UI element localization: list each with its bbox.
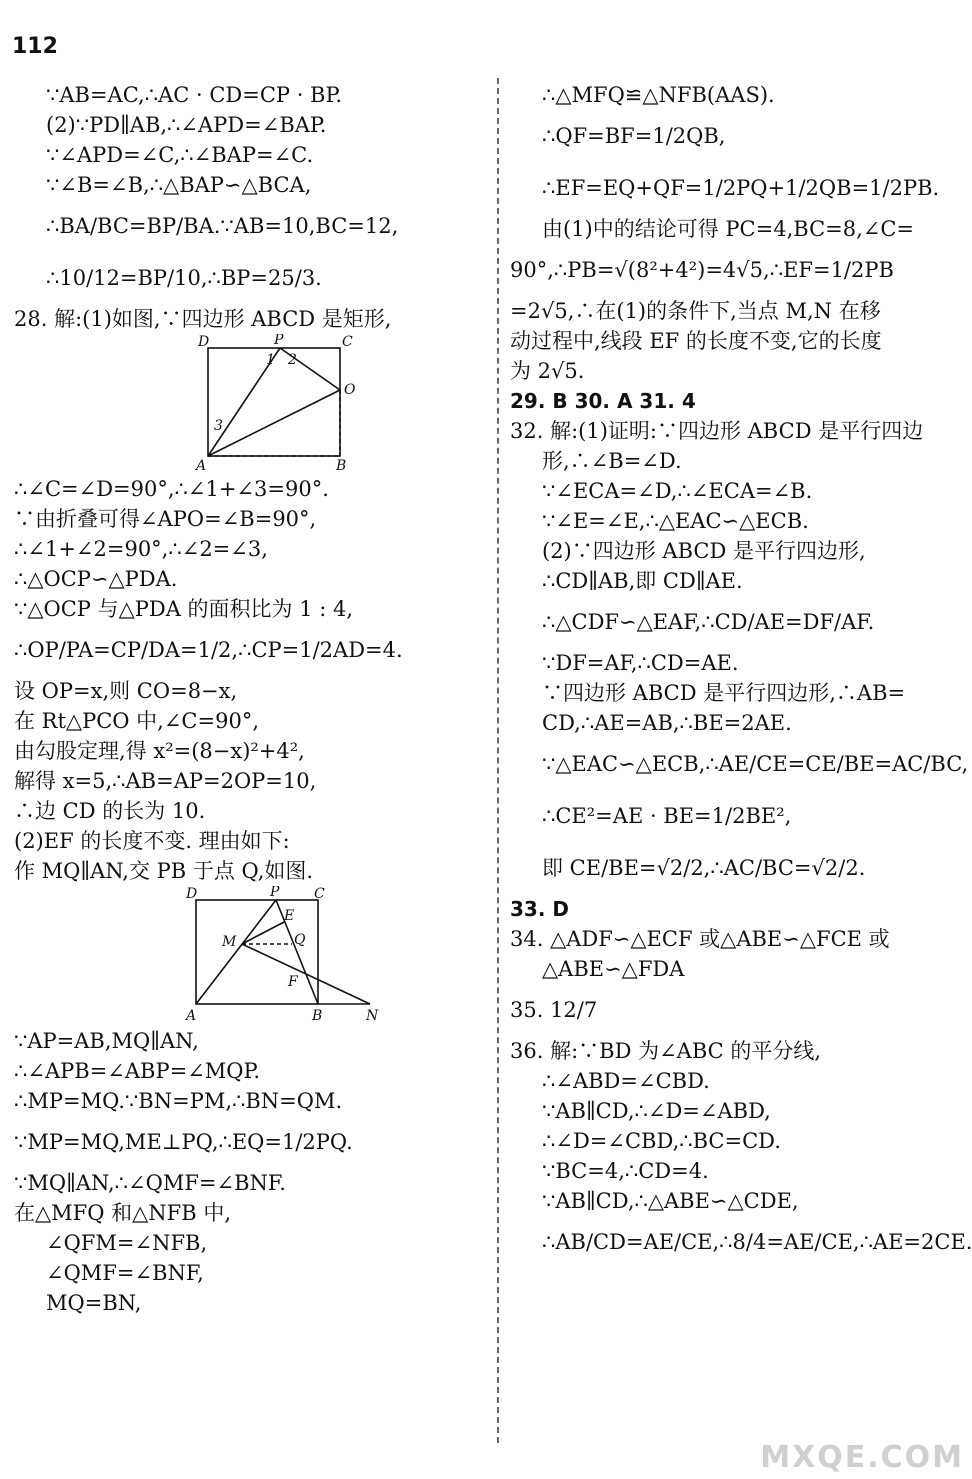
text-line: ∵AB∥CD,∴△ABE∽△CDE, xyxy=(542,1189,799,1213)
answer-35: 35. 12/7 xyxy=(510,998,598,1022)
text-line: ∵由折叠可得∠APO=∠B=90°, xyxy=(14,507,317,531)
text-line: ∵四边形 ABCD 是平行四边形,∴AB= xyxy=(542,681,906,705)
text-line: 解得 x=5,∴AB=AP=2OP=10, xyxy=(14,769,317,793)
text-line: ∴∠APB=∠ABP=∠MQP. xyxy=(14,1059,261,1083)
rectangle-moving-points-diagram xyxy=(184,886,384,1026)
text-line: ∵∠ECA=∠D,∴∠ECA=∠B. xyxy=(542,479,813,503)
text-line: ∴AB/CD=AE/CE,∴8/4=AE/CE,∴AE=2CE. xyxy=(542,1230,972,1254)
text-line: ∵MP=MQ,ME⊥PQ,∴EQ=1/2PQ. xyxy=(14,1130,353,1154)
column-divider xyxy=(497,78,499,1443)
text-line: ∵AP=AB,MQ∥AN, xyxy=(14,1029,199,1053)
text-line: ∴QF=BF=1/2QB, xyxy=(542,124,726,148)
text-line: 在△MFQ 和△NFB 中, xyxy=(14,1201,231,1225)
label-e: E xyxy=(284,908,295,924)
text-line: 90°,∴PB=√(8²+4²)=4√5,∴EF=1/2PB xyxy=(510,258,894,282)
text-line: 为 2√5. xyxy=(510,359,585,383)
answers-29-31: 29. B 30. A 31. 4 xyxy=(510,389,696,413)
text-line: ∴CE²=AE · BE=1/2BE², xyxy=(542,804,792,828)
label-b: B xyxy=(312,1008,323,1024)
text-line: ∴△CDF∽△EAF,∴CD/AE=DF/AF. xyxy=(542,610,875,634)
text-line: ∴△OCP∽△PDA. xyxy=(14,567,178,591)
figure-1 xyxy=(194,334,374,474)
label-f: F xyxy=(288,974,298,990)
right-column xyxy=(510,80,972,1268)
text-line: ∴MP=MQ.∵BN=PM,∴BN=QM. xyxy=(14,1089,343,1113)
text-line: 作 MQ∥AN,交 PB 于点 Q,如图. xyxy=(14,859,314,883)
label-c: C xyxy=(342,334,353,350)
label-c: C xyxy=(314,886,325,902)
label-n: N xyxy=(366,1008,379,1024)
label-d: D xyxy=(186,886,198,902)
text-line: ∴△MFQ≌△NFB(AAS). xyxy=(542,83,775,107)
text-line: ∵△OCP 与△PDA 的面积比为 1 : 4, xyxy=(14,597,354,621)
text-line: ∵AB∥CD,∴∠D=∠ABD, xyxy=(542,1099,771,1123)
label-angle-2: 2 xyxy=(288,352,297,368)
text-line: ∴边 CD 的长为 10. xyxy=(14,799,206,823)
text-line: ∵MQ∥AN,∴∠QMF=∠BNF. xyxy=(14,1171,286,1195)
text-line: CD,∴AE=AB,∴BE=2AE. xyxy=(542,711,792,735)
text-line: ∴OP/PA=CP/DA=1/2,∴CP=1/2AD=4. xyxy=(14,638,403,662)
label-m: M xyxy=(222,934,237,950)
text-line: 形,∴∠B=∠D. xyxy=(542,449,682,473)
rectangle-fold-diagram xyxy=(194,334,374,474)
answer-33: 33. D xyxy=(510,897,569,921)
label-angle-3: 3 xyxy=(214,418,223,434)
brace-line: ∠QMF=∠BNF, xyxy=(46,1261,204,1285)
text-line: 即 CE/BE=√2/2,∴AC/BC=√2/2. xyxy=(542,856,866,880)
left-column xyxy=(14,80,484,1318)
figure-2 xyxy=(184,886,384,1026)
text-line: 设 OP=x,则 CO=8−x, xyxy=(14,679,238,703)
text-line: ∵△EAC∽△ECB,∴AE/CE=CE/BE=AC/BC, xyxy=(542,752,969,776)
text-line: ∵DF=AF,∴CD=AE. xyxy=(542,651,739,675)
text-line: ∵AB=AC,∴AC · CD=CP · BP. xyxy=(46,83,343,107)
question-28-heading: 28. 解:(1)如图,∵四边形 ABCD 是矩形, xyxy=(14,307,392,331)
text-line: ∴∠C=∠D=90°,∴∠1+∠3=90°. xyxy=(14,477,329,501)
question-32-heading: 32. 解:(1)证明:∵四边形 ABCD 是平行四边 xyxy=(510,419,924,443)
text-line: ∴10/12=BP/10,∴BP=25/3. xyxy=(46,266,322,290)
watermark: MXQE.COM xyxy=(760,1440,964,1475)
text-line: ∵∠APD=∠C,∴∠BAP=∠C. xyxy=(46,143,314,167)
text-line: ∵BC=4,∴CD=4. xyxy=(542,1159,709,1183)
text-line: ∴∠D=∠CBD,∴BC=CD. xyxy=(542,1129,781,1153)
label-b: B xyxy=(336,458,347,474)
text-line: (2)∵四边形 ABCD 是平行四边形, xyxy=(542,539,866,563)
text-line: 由勾股定理,得 x²=(8−x)²+4², xyxy=(14,739,305,763)
brace-line: MQ=BN, xyxy=(46,1291,142,1315)
question-36-heading: 36. 解:∵BD 为∠ABC 的平分线, xyxy=(510,1039,822,1063)
text-line: ∴BA/BC=BP/BA.∵AB=10,BC=12, xyxy=(46,214,399,238)
text-line: (2)EF 的长度不变. 理由如下: xyxy=(14,829,290,853)
label-p: P xyxy=(274,334,284,348)
page-number: 112 xyxy=(12,34,58,59)
label-d: D xyxy=(198,334,210,350)
label-angle-1: 1 xyxy=(266,352,275,368)
label-q: Q xyxy=(294,932,306,948)
text-line: ∴∠1+∠2=90°,∴∠2=∠3, xyxy=(14,537,268,561)
text-line: ∴EF=EQ+QF=1/2PQ+1/2QB=1/2PB. xyxy=(542,176,940,200)
answer-34-cont: △ABE∽△FDA xyxy=(542,957,685,981)
text-line: ∵∠B=∠B,∴△BAP∽△BCA, xyxy=(46,173,312,197)
text-line: ∴CD∥AB,即 CD∥AE. xyxy=(542,569,743,593)
label-a: A xyxy=(186,1008,197,1024)
label-a: A xyxy=(196,458,207,474)
text-line: =2√5,∴在(1)的条件下,当点 M,N 在移 xyxy=(510,299,881,323)
text-line: 在 Rt△PCO 中,∠C=90°, xyxy=(14,709,259,733)
label-o: O xyxy=(344,382,356,398)
answer-34: 34. △ADF∽△ECF 或△ABE∽△FCE 或 xyxy=(510,927,890,951)
text-line: 由(1)中的结论可得 PC=4,BC=8,∠C= xyxy=(542,217,915,241)
text-line: 动过程中,线段 EF 的长度不变,它的长度 xyxy=(510,329,882,353)
label-p: P xyxy=(270,886,280,900)
text-line: ∴∠ABD=∠CBD. xyxy=(542,1069,710,1093)
brace-line: ∠QFM=∠NFB, xyxy=(46,1231,208,1255)
text-line: ∵∠E=∠E,∴△EAC∽△ECB. xyxy=(542,509,809,533)
text-line: (2)∵PD∥AB,∴∠APD=∠BAP. xyxy=(46,113,327,137)
